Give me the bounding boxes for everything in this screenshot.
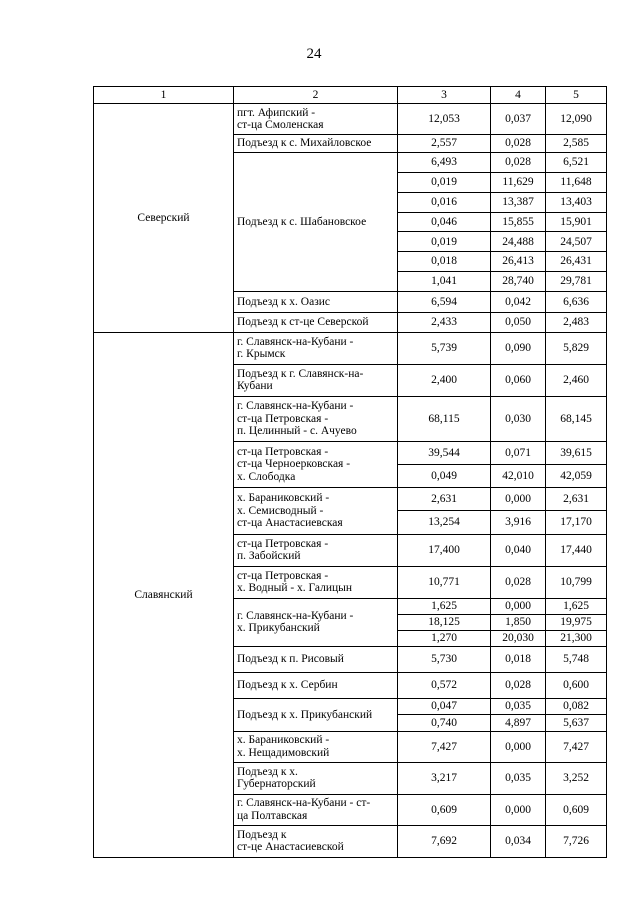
value-cell-col3: 5,730 (398, 646, 491, 672)
road-name-line: Подъезд к г. Славянск-на- (237, 367, 364, 380)
road-name-line: Подъезд к х. Оазис (237, 295, 330, 308)
value-cell-col3: 5,739 (398, 332, 491, 364)
road-name-line: х. Семисводный - (237, 504, 324, 517)
value-cell-col3: 6,594 (398, 291, 491, 312)
value-cell-col5: 17,170 (546, 511, 607, 535)
value-cell-col4: 4,897 (491, 715, 546, 732)
value-cell-col3: 0,047 (398, 698, 491, 715)
page-number: 24 (306, 46, 322, 62)
road-name-line: ст-це Анастасиевской (237, 841, 344, 854)
road-name-line: Подъезд к ст-це Северской (237, 316, 369, 329)
road-name-line: ст-ца Петровская - (237, 445, 329, 458)
value-cell-col5: 7,427 (546, 731, 607, 762)
value-cell-col3: 0,016 (398, 192, 491, 212)
value-cell-col5: 42,059 (546, 464, 607, 487)
value-cell-col5: 21,300 (546, 630, 607, 646)
road-name-cell (234, 153, 398, 292)
value-cell-col4: 0,028 (491, 566, 546, 598)
road-name-line: Губернаторский (237, 778, 316, 791)
value-cell-col5: 2,585 (546, 135, 607, 153)
value-cell-col3: 2,631 (398, 487, 491, 511)
road-name-line: ст-ца Черноерковская - (237, 458, 351, 471)
value-cell-col4: 0,018 (491, 646, 546, 672)
value-cell-col4: 42,010 (491, 464, 546, 487)
road-name-line: ст-ца Смоленская (237, 119, 324, 131)
value-cell-col3: 0,609 (398, 794, 491, 825)
value-cell-col3: 68,115 (398, 396, 491, 441)
road-name-line: г. Славянск-на-Кубани - (237, 335, 354, 348)
value-cell-col5: 6,636 (546, 291, 607, 312)
road-name-cell (234, 291, 398, 312)
value-cell-col3: 1,270 (398, 630, 491, 646)
value-cell-col3: 0,019 (398, 172, 491, 192)
value-cell-col3: 6,493 (398, 153, 491, 173)
value-cell-col5: 0,600 (546, 672, 607, 698)
road-name-line: Подъезд к х. Сербин (237, 679, 338, 692)
road-name-line: Подъезд к (237, 828, 287, 841)
road-name-cell (234, 566, 398, 598)
value-cell-col3: 0,046 (398, 212, 491, 232)
road-name-line: х. Бараниковский - (237, 734, 330, 747)
value-cell-col3: 0,049 (398, 464, 491, 487)
value-cell-col5: 0,609 (546, 794, 607, 825)
table-row (94, 332, 607, 364)
value-cell-col5: 17,440 (546, 534, 607, 566)
value-cell-col4: 28,740 (491, 272, 546, 292)
value-cell-col4: 0,090 (491, 332, 546, 364)
header-row (94, 87, 607, 104)
header-cell-4: 4 (491, 87, 546, 104)
road-name-line: х. Нещадимовский (237, 746, 330, 759)
value-cell-col4: 0,071 (491, 441, 546, 464)
road-name-cell (234, 762, 398, 794)
roads-table (93, 86, 607, 858)
value-cell-col4: 0,028 (491, 135, 546, 153)
value-cell-col4: 13,387 (491, 192, 546, 212)
value-cell-col5: 26,431 (546, 252, 607, 272)
road-name-line: г. Славянск-на-Кубани - (237, 400, 354, 413)
value-cell-col5: 7,726 (546, 825, 607, 857)
road-name-line: ст-ца Анастасиевская (237, 517, 343, 530)
value-cell-col3: 18,125 (398, 614, 491, 630)
value-cell-col5: 12,090 (546, 104, 607, 135)
value-cell-col5: 13,403 (546, 192, 607, 212)
road-name-line: г. Славянск-на-Кубани - (237, 609, 354, 622)
road-name-cell (234, 672, 398, 698)
road-name-cell (234, 794, 398, 825)
value-cell-col3: 2,557 (398, 135, 491, 153)
header-cell-1: 1 (94, 87, 234, 104)
value-cell-col5: 1,625 (546, 598, 607, 614)
value-cell-col4: 0,037 (491, 104, 546, 135)
value-cell-col4: 0,042 (491, 291, 546, 312)
value-cell-col4: 0,000 (491, 598, 546, 614)
road-name-cell (234, 135, 398, 153)
value-cell-col4: 0,040 (491, 534, 546, 566)
road-name-cell (234, 534, 398, 566)
road-name-cell (234, 646, 398, 672)
value-cell-col3: 13,254 (398, 511, 491, 535)
value-cell-col5: 19,975 (546, 614, 607, 630)
value-cell-col3: 2,433 (398, 312, 491, 332)
district-cell: Славянский (94, 332, 234, 857)
road-name-cell (234, 598, 398, 646)
value-cell-col5: 6,521 (546, 153, 607, 173)
road-name-line: Подъезд к п. Рисовый (237, 653, 344, 666)
value-cell-col4: 1,850 (491, 614, 546, 630)
road-name-line: Подъезд к с. Шабановское (237, 215, 367, 228)
value-cell-col4: 0,000 (491, 487, 546, 511)
value-cell-col4: 0,028 (491, 672, 546, 698)
value-cell-col4: 11,629 (491, 172, 546, 192)
road-name-cell (234, 487, 398, 534)
value-cell-col3: 17,400 (398, 534, 491, 566)
district-cell: Северский (94, 104, 234, 333)
value-cell-col5: 3,252 (546, 762, 607, 794)
value-cell-col4: 0,028 (491, 153, 546, 173)
road-name-line: ст-ца Петровская - (237, 412, 329, 425)
road-name-line: Подъезд к с. Михайловское (237, 137, 372, 150)
value-cell-col5: 15,901 (546, 212, 607, 232)
value-cell-col3: 7,427 (398, 731, 491, 762)
road-name-cell (234, 825, 398, 857)
value-cell-col4: 15,855 (491, 212, 546, 232)
value-cell-col3: 1,625 (398, 598, 491, 614)
value-cell-col3: 2,400 (398, 364, 491, 396)
value-cell-col5: 5,637 (546, 715, 607, 732)
road-name-line: Подъезд к х. (237, 765, 298, 778)
value-cell-col3: 39,544 (398, 441, 491, 464)
value-cell-col5: 24,507 (546, 232, 607, 252)
road-name-line: х. Водный - х. Галицын (237, 582, 353, 595)
value-cell-col3: 0,019 (398, 232, 491, 252)
road-name-line: х. Прикубанский (237, 622, 320, 635)
value-cell-col5: 0,082 (546, 698, 607, 715)
value-cell-col3: 0,572 (398, 672, 491, 698)
road-name-line: ст-ца Петровская - (237, 569, 329, 582)
value-cell-col5: 39,615 (546, 441, 607, 464)
value-cell-col4: 3,916 (491, 511, 546, 535)
value-cell-col4: 0,000 (491, 794, 546, 825)
value-cell-col5: 5,748 (546, 646, 607, 672)
value-cell-col3: 7,692 (398, 825, 491, 857)
road-name-cell (234, 312, 398, 332)
table-row (94, 104, 607, 135)
road-name-line: Кубани (237, 380, 273, 393)
road-name-line: п. Целинный - с. Ачуево (237, 425, 357, 438)
value-cell-col5: 5,829 (546, 332, 607, 364)
header-cell-3: 3 (398, 87, 491, 104)
value-cell-col4: 0,034 (491, 825, 546, 857)
road-name-line: п. Забойский (237, 550, 301, 563)
road-name-line: г. Крымск (237, 348, 286, 361)
value-cell-col5: 2,631 (546, 487, 607, 511)
header-cell-5: 5 (546, 87, 607, 104)
road-name-line: ца Полтавская (237, 809, 308, 822)
value-cell-col4: 0,060 (491, 364, 546, 396)
value-cell-col4: 20,030 (491, 630, 546, 646)
value-cell-col3: 1,041 (398, 272, 491, 292)
value-cell-col5: 10,799 (546, 566, 607, 598)
value-cell-col4: 0,035 (491, 698, 546, 715)
value-cell-col4: 0,050 (491, 312, 546, 332)
value-cell-col4: 0,030 (491, 396, 546, 441)
road-name-cell (234, 396, 398, 441)
road-name-line: ст-ца Петровская - (237, 537, 329, 550)
header-cell-2: 2 (234, 87, 398, 104)
value-cell-col3: 0,740 (398, 715, 491, 732)
road-name-cell (234, 698, 398, 731)
value-cell-col5: 11,648 (546, 172, 607, 192)
road-name-line: г. Славянск-на-Кубани - ст- (237, 797, 371, 810)
road-name-line: Подъезд к х. Прикубанский (237, 708, 373, 721)
road-name-cell (234, 364, 398, 396)
value-cell-col4: 0,000 (491, 731, 546, 762)
road-name-cell (234, 441, 398, 487)
value-cell-col5: 68,145 (546, 396, 607, 441)
value-cell-col4: 24,488 (491, 232, 546, 252)
value-cell-col4: 26,413 (491, 252, 546, 272)
value-cell-col3: 3,217 (398, 762, 491, 794)
value-cell-col4: 0,035 (491, 762, 546, 794)
road-name-line: пгт. Афипский - (237, 106, 316, 119)
road-name-line: х. Бараниковский - (237, 492, 330, 505)
value-cell-col5: 2,460 (546, 364, 607, 396)
road-name-line: х. Слободка (237, 470, 296, 483)
value-cell-col3: 0,018 (398, 252, 491, 272)
value-cell-col5: 2,483 (546, 312, 607, 332)
road-name-cell (234, 731, 398, 762)
road-name-cell (234, 104, 398, 135)
value-cell-col3: 12,053 (398, 104, 491, 135)
value-cell-col5: 29,781 (546, 272, 607, 292)
value-cell-col3: 10,771 (398, 566, 491, 598)
road-name-cell (234, 332, 398, 364)
